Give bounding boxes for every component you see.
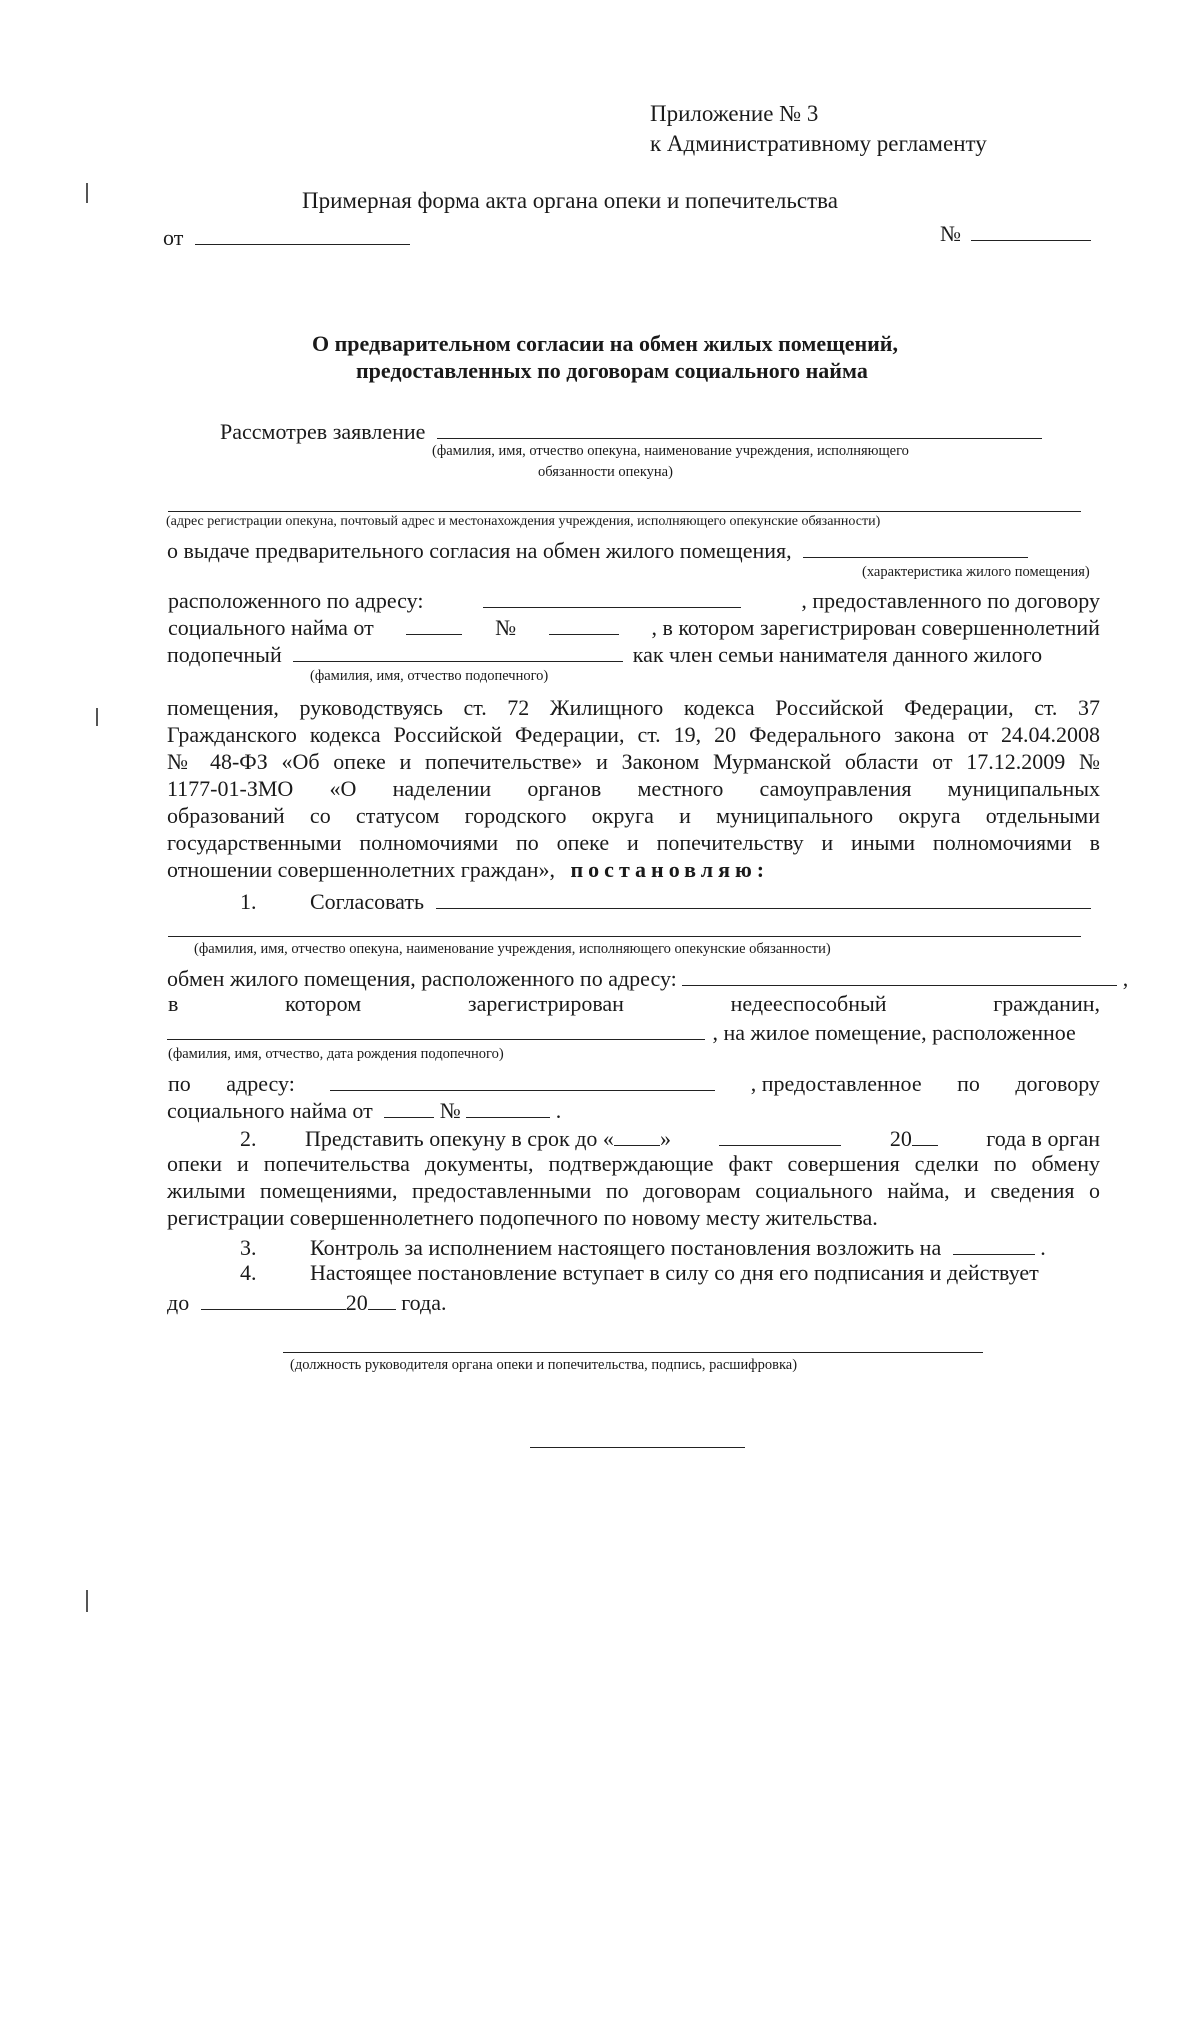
para-line: Гражданского кодекса Российской Федерации, ст. 19, 20 Федерального закона от 24.04.2008	[167, 722, 1100, 747]
registered-adult-label: , в котором зарегистрирован совершеннолетний	[651, 615, 1100, 640]
exchange-label: обмен жилого помещения, расположенного по адресу:	[167, 966, 677, 991]
ward-label: подопечный	[167, 642, 282, 667]
item-3-text: Контроль за исполнением настоящего постановления возложить на	[310, 1235, 942, 1260]
scan-mark	[96, 708, 98, 726]
item-2-year-field[interactable]	[912, 1123, 938, 1146]
item-3-responsible-field[interactable]	[953, 1232, 1035, 1255]
provided-contract-word: договору	[1015, 1071, 1100, 1096]
incapable-citizen-field[interactable]	[167, 1017, 705, 1040]
item-1-number: 1.	[240, 889, 257, 914]
item-2-text-line: опеки и попечительства документы, подтверждающие факт совершения сделки по обмену	[167, 1151, 1100, 1176]
social-contract-label: социального найма от	[168, 615, 374, 640]
until-year: 20	[345, 1290, 368, 1315]
item-4-text: Настоящее постановление вступает в силу со дня его подписания и действует	[310, 1260, 1039, 1285]
issue-consent-line	[167, 535, 1028, 565]
item-1-contract-date-field[interactable]	[384, 1095, 434, 1118]
para-line: государственными полномочиями по опеке и попечительству и иными полномочиями в	[167, 830, 1100, 855]
item-1-contract-number-prefix: №	[439, 1098, 461, 1123]
hint-guardian-1: (фамилия, имя, отчество опекуна, наименование учреждения, исполняющего	[432, 443, 909, 459]
family-member-label: как член семьи нанимателя данного жилого	[632, 642, 1043, 667]
hint-guardian-full: (фамилия, имя, отчество опекуна, наименование учреждения, исполняющего опекунские обязанности)	[194, 941, 831, 957]
premises-address-field[interactable]	[483, 585, 741, 608]
signature-field[interactable]	[283, 1352, 983, 1353]
by-address-word: адресу:	[226, 1071, 295, 1096]
in-which-word: недееспособный	[730, 991, 887, 1016]
para-line: образований со статусом городского округа и муниципального округа отдельными	[167, 803, 1100, 828]
item-3-line	[240, 1232, 1046, 1262]
para-last-line	[167, 856, 769, 884]
contract-date-field[interactable]	[406, 612, 462, 635]
heading-line-1: О предварительном согласии на обмен жилых помещений,	[312, 331, 898, 356]
until-date-field[interactable]	[201, 1287, 346, 1310]
hint-premises: (характеристика жилого помещения)	[862, 564, 1090, 580]
appendix-line-1: Приложение № 3	[650, 101, 819, 126]
ward-line	[167, 639, 1042, 669]
decree-word: постановляю:	[570, 857, 770, 882]
in-which-word: гражданин,	[993, 991, 1100, 1016]
item-2-day-field[interactable]	[614, 1123, 660, 1146]
number-line	[940, 218, 1091, 248]
item-2-last-line: регистрации совершеннолетнего подопечного по новому месту жительства.	[167, 1205, 878, 1230]
by-address-line	[168, 1068, 1100, 1098]
hint-ward: (фамилия, имя, отчество подопечного)	[310, 668, 549, 684]
item-1-contract-number-field[interactable]	[466, 1095, 550, 1118]
item-3-number: 3.	[240, 1235, 257, 1260]
number-field[interactable]	[971, 218, 1091, 241]
item-2-number: 2.	[240, 1126, 257, 1151]
item-2-text-line: жилыми помещениями, предоставленными по договорам социального найма, и сведения о	[167, 1178, 1100, 1203]
applicant-field[interactable]	[437, 416, 1042, 439]
provided-label: , предоставленного по договору	[801, 588, 1100, 613]
item-2-start: Представить опекуну в срок до «	[304, 1126, 614, 1151]
hint-guardian-2: обязанности опекуна)	[538, 464, 673, 480]
para-last-text: отношении совершеннолетних граждан»,	[167, 857, 555, 882]
exchange-line	[167, 963, 1128, 993]
item-1-contract-label: социального найма от	[167, 1098, 373, 1123]
date-prefix: от	[163, 225, 184, 250]
exchange-comma: ,	[1122, 966, 1129, 991]
item-2-year: 20	[889, 1126, 912, 1151]
date-field[interactable]	[195, 222, 410, 245]
item-2-year-group	[890, 1123, 938, 1153]
item-2-start-group	[305, 1123, 671, 1153]
item-1-dot: .	[555, 1098, 562, 1123]
until-label: до	[167, 1290, 190, 1315]
item-2-quote: »	[659, 1126, 671, 1151]
number-prefix: №	[940, 221, 961, 246]
hint-ward-birth: (фамилия, имя, отчество, дата рождения подопечного)	[168, 1046, 504, 1062]
date-line	[163, 222, 410, 252]
form-title: Примерная форма акта органа опеки и попечительства	[302, 188, 838, 213]
item-1-guardian-field-2[interactable]	[168, 936, 1081, 937]
para-line: помещения, руководствуясь ст. 72 Жилищного кодекса Российской Федерации, ст. 37	[167, 695, 1100, 720]
by-address-word: по	[168, 1071, 191, 1096]
item-1-contract-line	[167, 1095, 561, 1125]
item-4-until-line	[167, 1287, 447, 1317]
for-premises-label: , на жилое помещение, расположенное	[712, 1020, 1076, 1045]
issue-consent-text: о выдаче предварительного согласия на обмен жилого помещения,	[167, 538, 792, 563]
item-2-month-field[interactable]	[719, 1123, 841, 1146]
item-4-line	[240, 1259, 1039, 1287]
scan-mark	[86, 183, 88, 203]
item-2-end: года в орган	[986, 1126, 1100, 1151]
address-field[interactable]	[168, 511, 1081, 512]
item-1-agree: Согласовать	[310, 889, 425, 914]
premises-field[interactable]	[803, 535, 1028, 558]
appendix-line-2: к Административному регламенту	[650, 131, 987, 156]
in-which-word: зарегистрирован	[467, 991, 624, 1016]
provided-contract-word: , предоставленное	[750, 1071, 922, 1096]
new-premises-address-field[interactable]	[330, 1068, 715, 1091]
in-which-line	[168, 990, 1100, 1018]
item-2-line	[240, 1123, 1100, 1153]
item-3-dot: .	[1040, 1235, 1046, 1260]
social-contract-line	[168, 612, 1100, 642]
item-1-line	[240, 886, 1091, 916]
para-line: 1177-01-ЗМО «О наделении органов местного самоуправления муниципальных	[167, 776, 1100, 801]
heading-line-2: предоставленных по договорам социального найма	[356, 358, 868, 383]
located-label: расположенного по адресу:	[168, 588, 424, 613]
contract-number-field[interactable]	[549, 612, 619, 635]
signature-hint: (должность руководителя органа опеки и попечительства, подпись, расшифровка)	[290, 1357, 798, 1373]
scan-mark	[86, 1590, 88, 1612]
until-year-word: года.	[401, 1290, 447, 1315]
contract-number-prefix: №	[495, 615, 517, 640]
item-1-guardian-field[interactable]	[436, 886, 1091, 909]
closing-divider	[530, 1447, 745, 1448]
until-year-field[interactable]	[368, 1287, 396, 1310]
hint-address: (адрес регистрации опекуна, почтовый адрес и местонахождения учреждения, исполняющего опекунские обязанности)	[166, 514, 881, 529]
located-line	[168, 585, 1100, 615]
in-which-word: в	[168, 991, 179, 1016]
for-premises-line	[167, 1017, 1076, 1047]
in-which-word: котором	[285, 991, 362, 1016]
ward-name-field[interactable]	[293, 639, 623, 662]
item-4-number: 4.	[240, 1260, 257, 1285]
considered-label: Рассмотрев заявление	[220, 419, 426, 444]
provided-contract-word: по	[957, 1071, 980, 1096]
exchange-address-field[interactable]	[682, 963, 1117, 986]
para-line: № 48-ФЗ «Об опеке и попечительстве» и Законом Мурманской области от 17.12.2009 №	[167, 749, 1100, 774]
